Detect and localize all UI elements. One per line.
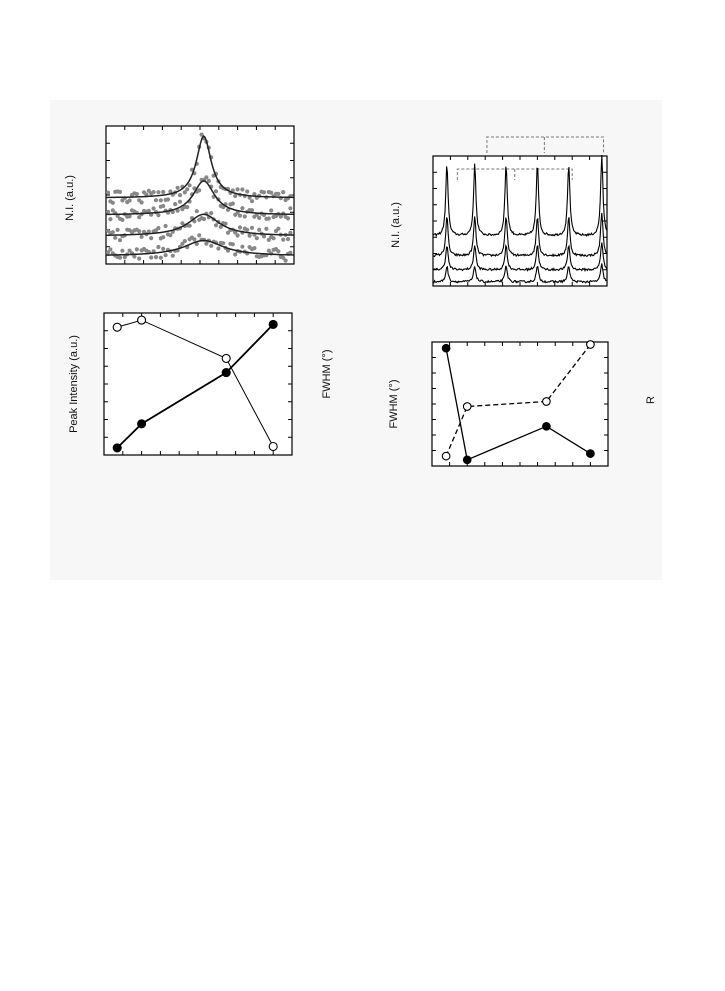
filled-marker xyxy=(113,444,121,452)
data-point xyxy=(240,245,244,249)
data-point xyxy=(113,236,117,240)
data-point xyxy=(120,249,124,253)
data-point xyxy=(233,252,237,256)
data-point xyxy=(178,193,182,197)
peak-intensity-label: Peak Intensity (a.u.) xyxy=(68,335,80,433)
filled-marker xyxy=(138,420,146,428)
data-point xyxy=(166,197,170,201)
ni-right-label: N.I. (a.u.) xyxy=(390,202,402,248)
data-point xyxy=(238,214,242,218)
data-point xyxy=(243,214,247,218)
data-point xyxy=(118,256,122,260)
data-point xyxy=(257,228,261,232)
data-point xyxy=(209,211,213,215)
data-point xyxy=(204,175,208,179)
data-point xyxy=(135,247,139,251)
data-point xyxy=(250,199,254,203)
data-point xyxy=(154,255,158,259)
open-marker xyxy=(587,341,595,349)
open-marker xyxy=(269,443,277,451)
data-point xyxy=(161,247,165,251)
data-point xyxy=(257,216,261,220)
data-point xyxy=(245,228,249,232)
data-point xyxy=(262,234,266,238)
data-point xyxy=(111,201,115,205)
data-point xyxy=(135,192,139,196)
data-point xyxy=(185,205,189,209)
data-point xyxy=(192,237,196,241)
data-point xyxy=(252,246,256,250)
open-marker xyxy=(543,398,551,406)
data-point xyxy=(152,206,156,210)
fwhm-left-label: FWHM (°) xyxy=(321,349,333,399)
data-point xyxy=(269,191,273,195)
open-marker xyxy=(222,354,230,362)
r-label: R xyxy=(645,396,657,404)
data-point xyxy=(178,200,182,204)
data-point xyxy=(108,217,112,221)
filled-marker xyxy=(463,456,471,464)
filled-marker xyxy=(543,423,551,431)
data-point xyxy=(214,189,218,193)
data-point xyxy=(202,217,206,221)
data-point xyxy=(128,214,132,218)
data-point xyxy=(149,236,153,240)
data-point xyxy=(238,225,242,229)
data-point xyxy=(156,226,160,230)
data-point xyxy=(161,190,165,194)
data-point xyxy=(195,209,199,213)
data-point xyxy=(111,230,115,234)
data-point xyxy=(118,190,122,194)
data-point xyxy=(276,192,280,196)
data-point xyxy=(197,233,201,237)
data-point xyxy=(284,259,288,263)
data-point xyxy=(164,224,168,228)
data-point xyxy=(149,255,153,259)
data-point xyxy=(262,190,266,194)
filled-marker xyxy=(587,450,595,458)
data-point xyxy=(164,253,168,257)
data-point xyxy=(188,183,192,187)
data-point xyxy=(152,190,156,194)
data-point xyxy=(128,198,132,202)
data-point xyxy=(137,229,141,233)
data-point xyxy=(267,216,271,220)
data-point xyxy=(250,226,254,230)
filled-marker xyxy=(442,344,450,352)
data-point xyxy=(161,204,165,208)
data-point xyxy=(156,190,160,194)
data-point xyxy=(209,244,213,248)
data-point xyxy=(236,233,240,237)
data-point xyxy=(116,228,120,232)
data-point xyxy=(231,202,235,206)
data-point xyxy=(276,227,280,231)
data-point xyxy=(216,246,220,250)
data-point xyxy=(233,194,237,198)
data-point xyxy=(240,206,244,210)
open-marker xyxy=(442,452,450,460)
data-point xyxy=(176,186,180,190)
data-point xyxy=(161,235,165,239)
data-point xyxy=(108,247,112,251)
data-point xyxy=(272,236,276,240)
data-point xyxy=(159,198,163,202)
data-point xyxy=(288,206,292,210)
data-point xyxy=(118,238,122,242)
data-point xyxy=(183,239,187,243)
data-point xyxy=(264,227,268,231)
data-point xyxy=(240,187,244,191)
data-point xyxy=(137,257,141,261)
data-point xyxy=(255,236,259,240)
data-point xyxy=(140,200,144,204)
data-point xyxy=(106,210,110,214)
data-point xyxy=(171,254,175,258)
data-point xyxy=(140,235,144,239)
data-point xyxy=(197,188,201,192)
bracket-upper xyxy=(487,137,604,153)
data-point xyxy=(269,208,273,212)
data-point xyxy=(250,208,254,212)
data-point xyxy=(168,233,172,237)
data-point xyxy=(173,202,177,206)
data-point xyxy=(154,198,158,202)
data-point xyxy=(106,191,110,195)
data-point xyxy=(188,224,192,228)
open-marker xyxy=(113,323,121,331)
data-point xyxy=(236,187,240,191)
fwhm-right-label: FWHM (°) xyxy=(388,379,400,429)
data-point xyxy=(156,245,160,249)
data-point xyxy=(286,216,290,220)
data-point xyxy=(281,190,285,194)
data-point xyxy=(248,234,252,238)
charts-root xyxy=(104,126,608,466)
panel-top-right-frame xyxy=(433,156,607,286)
data-point xyxy=(245,189,249,193)
open-marker xyxy=(463,403,471,411)
data-point xyxy=(286,237,290,241)
filled-marker xyxy=(222,369,230,377)
data-point xyxy=(231,242,235,246)
data-point xyxy=(276,249,280,253)
data-point xyxy=(147,209,151,213)
data-point xyxy=(281,238,285,242)
data-point xyxy=(120,218,124,222)
ni-left-label: N.I. (a.u.) xyxy=(64,175,76,221)
data-point xyxy=(185,187,189,191)
filled-marker xyxy=(269,320,277,328)
open-marker xyxy=(138,316,146,324)
data-point xyxy=(221,241,225,245)
data-point xyxy=(156,213,160,217)
data-point xyxy=(159,256,163,260)
